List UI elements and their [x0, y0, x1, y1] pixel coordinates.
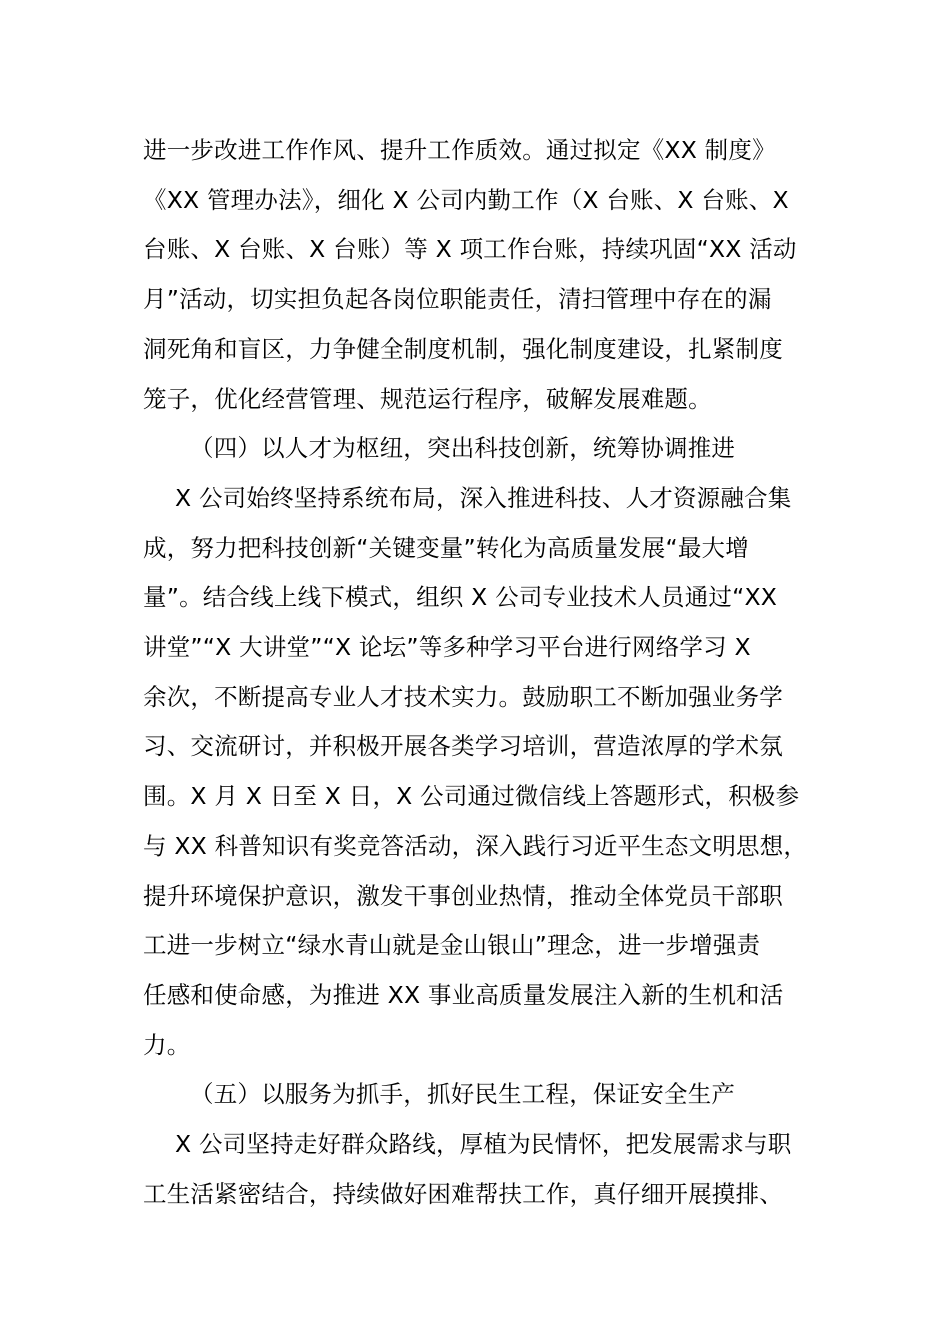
text-line: 任感和使命感，为推进 XX 事业高质量发展注入新的生机和活 — [143, 980, 784, 1009]
text-line: 提升环境保护意识，激发干事创业热情，推动全体党员干部职 — [143, 881, 783, 910]
text-line: 月”活动，切实担负起各岗位职能责任，清扫管理中存在的漏 — [143, 285, 772, 314]
text-line: 讲堂”“X 大讲堂”“X 论坛”等多种学习平台进行网络学习 X — [143, 633, 751, 662]
text-line: 台账、X 台账、X 台账）等 X 项工作台账，持续巩固“XX 活动 — [143, 235, 797, 264]
text-line: 成，努力把科技创新“关键变量”转化为高质量发展“最大增 — [143, 533, 749, 562]
text-line: 工生活紧密结合，持续做好困难帮扶工作，真仔细开展摸排、 — [143, 1179, 783, 1208]
section-heading-4: （四）以人才为枢纽，突出科技创新，统筹协调推进 — [190, 434, 736, 463]
text-line: 习、交流研讨，并积极开展各类学习培训，营造浓厚的学术氛 — [143, 732, 783, 761]
text-line: X 公司坚持走好群众路线，厚植为民情怀，把发展需求与职 — [175, 1130, 792, 1159]
text-line: 余次，不断提高专业人才技术实力。鼓励职工不断加强业务学 — [143, 682, 783, 711]
text-line: 笼子，优化经营管理、规范运行程序，破解发展难题。 — [143, 384, 712, 413]
text-line: 洞死角和盲区，力争健全制度机制，强化制度建设，扎紧制度 — [143, 334, 783, 363]
text-line: 力。 — [143, 1030, 191, 1059]
section-heading-5: （五）以服务为抓手，抓好民生工程，保证安全生产 — [190, 1080, 736, 1109]
paragraph-institution-building — [143, 126, 823, 424]
text-line: 工进一步树立“绿水青山就是金山银山”理念，进一步增强责 — [143, 931, 761, 960]
paragraph-people-service — [143, 1120, 823, 1219]
text-line: 进一步改进工作作风、提升工作质效。通过拟定《XX 制度》 — [143, 136, 776, 164]
document-body — [143, 126, 823, 1219]
text-line: 《XX 管理办法》，细化 X 公司内勤工作（X 台账、X 台账、X — [143, 185, 789, 214]
text-line: 量”。结合线上线下模式，组织 X 公司专业技术人员通过“XX — [143, 583, 778, 612]
text-line: 围。X 月 X 日至 X 日，X 公司通过微信线上答题形式，积极参 — [143, 782, 800, 811]
text-line: X 公司始终坚持系统布局，深入推进科技、人才资源融合集 — [175, 483, 792, 512]
paragraph-talent-innovation — [143, 474, 823, 1070]
text-line: 与 XX 科普知识有奖竞答活动，深入践行习近平生态文明思想， — [143, 831, 808, 860]
